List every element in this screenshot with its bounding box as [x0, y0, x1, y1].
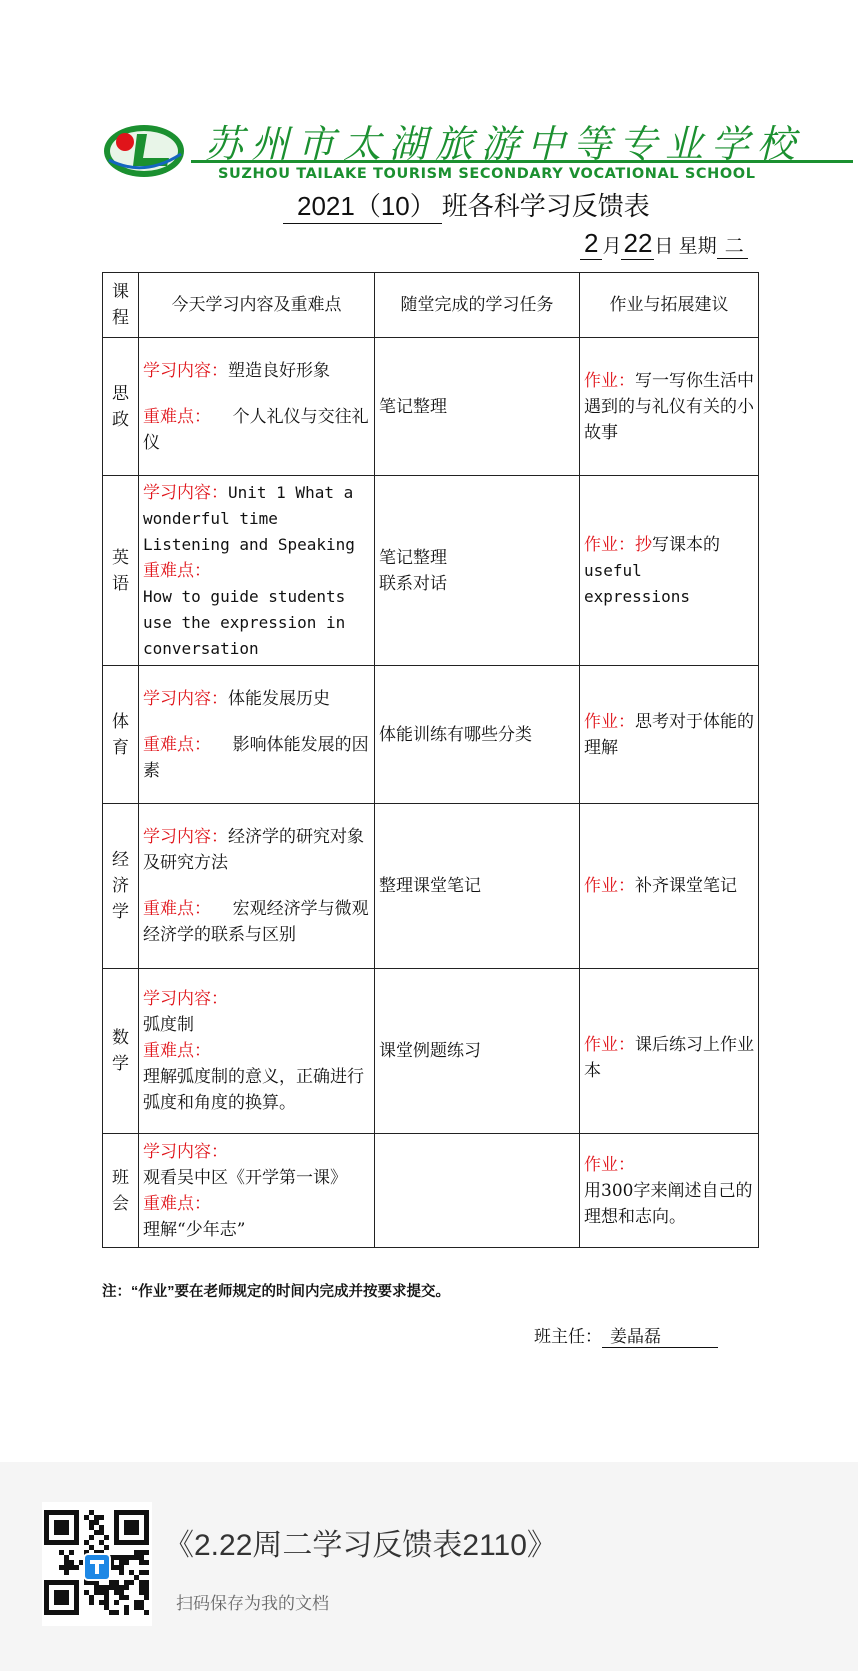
homework-cell: [580, 1134, 759, 1248]
homework-cell: [580, 338, 759, 476]
school-logo: [103, 120, 804, 186]
homework-label: 作业：: [584, 534, 635, 555]
teacher-name: 姜晶磊: [602, 1322, 718, 1348]
table-row: [103, 969, 759, 1134]
content-cell: [139, 476, 375, 666]
content-text-line1: Unit 1 What a: [228, 482, 354, 502]
homework-label: 作业：: [584, 1154, 635, 1175]
difficulty-text-line3: conversation: [143, 638, 259, 658]
document-title: [283, 186, 650, 224]
homework-label: 作业：: [584, 1035, 635, 1055]
difficulty-text: 理解“少年志”: [143, 1219, 246, 1240]
content-cell: [139, 338, 375, 476]
date-month: 2: [580, 228, 602, 260]
table-header-row: [103, 273, 759, 338]
homework-text-line1: 写课本的: [652, 534, 720, 555]
feedback-table: [102, 272, 759, 1248]
homework-text: 思考对于体能的理解: [584, 711, 754, 758]
homework-label: 作业：: [584, 876, 635, 896]
difficulty-label: 重难点：: [143, 1041, 211, 1061]
table-row: [103, 1134, 759, 1248]
content-cell: [139, 969, 375, 1134]
school-emblem-icon: [103, 124, 185, 178]
homework-text: 写一写你生活中遇到的与礼仪有关的小故事: [584, 370, 754, 443]
content-cell: [139, 1134, 375, 1248]
table-row: [103, 476, 759, 666]
content-cell: [139, 666, 375, 804]
task-cell: 整理课堂笔记: [375, 804, 580, 969]
subject-cell: 数学: [103, 969, 139, 1134]
homework-cell: [580, 969, 759, 1134]
difficulty-text-line1: How to guide students: [143, 586, 346, 606]
homework-text: 用300字来阐述自己的理想和志向。: [584, 1180, 753, 1227]
date-day-label: 日 星期: [654, 236, 717, 257]
difficulty-text: 影响体能发展的因素: [143, 734, 369, 781]
difficulty-label: 重难点：: [143, 734, 211, 755]
content-label: 学习内容：: [143, 688, 228, 709]
class-teacher: [534, 1322, 718, 1348]
difficulty-text-line2: use the expression in: [143, 612, 346, 632]
task-cell: 课堂例题练习: [375, 969, 580, 1134]
date-weekday: 二: [717, 231, 748, 259]
qr-code-icon[interactable]: [42, 1502, 152, 1626]
homework-mark: 抄: [635, 534, 652, 555]
task-cell: 体能训练有哪些分类: [375, 666, 580, 804]
homework-note: 注：“作业”要在老师规定的时间内完成并按要求提交。: [102, 1284, 450, 1300]
homework-label: 作业：: [584, 711, 635, 732]
date-day: 22: [623, 228, 653, 258]
task-text-line1: 笔记整理: [379, 547, 447, 568]
task-text-line2: 联系对话: [379, 573, 447, 594]
content-text-line2: wonderful time: [143, 508, 278, 528]
homework-label: 作业：: [584, 370, 635, 391]
difficulty-label: 重难点：: [143, 560, 211, 581]
subject-cell: 英语: [103, 476, 139, 666]
content-text: 观看吴中区《开学第一课》: [143, 1167, 347, 1188]
task-cell: 笔记整理: [375, 338, 580, 476]
school-name-en: SUZHOU TAILAKE TOURISM SECONDARY VOCATIONAL SCHOOL: [218, 166, 756, 182]
subject-cell: 经济学: [103, 804, 139, 969]
table-row: [103, 666, 759, 804]
task-cell: [375, 1134, 580, 1248]
content-cell: [139, 804, 375, 969]
homework-text: 课后练习上作业本: [584, 1035, 754, 1081]
header-subject: [103, 273, 139, 338]
subject-cell: 思政: [103, 338, 139, 476]
difficulty-text: 个人礼仪与交往礼仪: [143, 406, 369, 453]
header-content: 今天学习内容及重难点: [139, 273, 375, 338]
content-label: 学习内容：: [143, 482, 228, 503]
footer-document-title[interactable]: 《2.22周二学习反馈表2110》: [164, 1529, 557, 1562]
footer-save-hint: 扫码保存为我的文档: [176, 1594, 329, 1613]
homework-text-line2: useful: [584, 560, 642, 580]
homework-text-line3: expressions: [584, 586, 690, 606]
difficulty-label: 重难点：: [143, 406, 211, 427]
homework-cell: [580, 804, 759, 969]
homework-cell: [580, 666, 759, 804]
homework-text: 补齐课堂笔记: [635, 876, 737, 896]
content-text-line3: Listening and Speaking: [143, 534, 355, 554]
title-text: 班各科学习反馈表: [441, 191, 650, 221]
difficulty-text: 理解弧度制的意义，正确进行弧度和角度的换算。: [143, 1067, 364, 1113]
school-name-cn: 苏州市太湖旅游中等专业学校: [205, 122, 804, 166]
difficulty-label: 重难点：: [143, 899, 211, 919]
header-task: 随堂完成的学习任务: [375, 273, 580, 338]
content-text: 弧度制: [143, 1015, 194, 1035]
difficulty-text: 宏观经济学与微观经济学的联系与区别: [143, 899, 369, 945]
subject-cell: 体育: [103, 666, 139, 804]
date-line: [580, 228, 748, 260]
task-cell: [375, 476, 580, 666]
date-month-label: 月: [602, 236, 622, 257]
table-row: [103, 804, 759, 969]
content-text: 经济学的研究对象及研究方法: [143, 827, 364, 873]
difficulty-label: 重难点：: [143, 1193, 211, 1214]
content-label: 学习内容：: [143, 989, 228, 1009]
content-text: 体能发展历史: [228, 688, 330, 709]
content-label: 学习内容：: [143, 827, 228, 847]
homework-cell: [580, 476, 759, 666]
content-label: 学习内容：: [143, 1141, 228, 1162]
content-label: 学习内容：: [143, 360, 228, 381]
content-text: 塑造良好形象: [228, 360, 330, 381]
subject-cell: 班会: [103, 1134, 139, 1248]
teacher-label: 班主任：: [534, 1327, 602, 1346]
header-homework: 作业与拓展建议: [580, 273, 759, 338]
footer-bar: [0, 1462, 858, 1671]
class-number: 2021（10）: [283, 186, 442, 224]
table-row: [103, 338, 759, 476]
header-subject-text: 课程: [112, 282, 129, 328]
